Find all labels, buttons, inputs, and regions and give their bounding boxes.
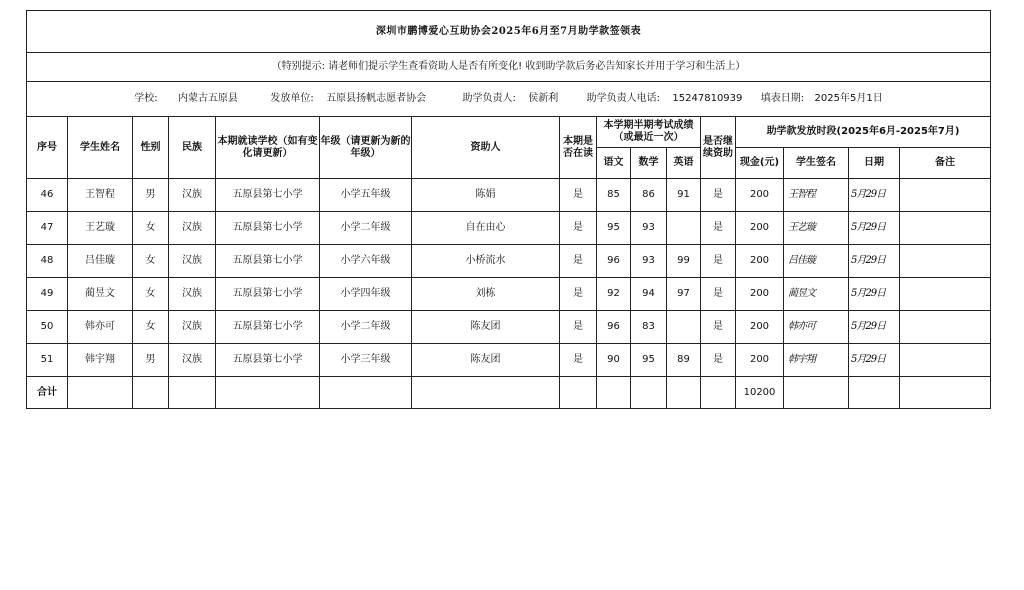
- cell-cash: 200: [736, 278, 784, 311]
- cell-english: [667, 212, 701, 245]
- cell-english: 97: [667, 278, 701, 311]
- total-empty: [68, 377, 133, 409]
- cell-grade: 小学六年级: [320, 245, 412, 278]
- header-signature: 学生签名: [784, 148, 849, 179]
- cell-continue: 是: [701, 212, 736, 245]
- total-empty: [631, 377, 667, 409]
- cell-school: 五原县第七小学: [216, 278, 320, 311]
- manager-label: 助学负责人:: [462, 93, 516, 104]
- date-value: 2025年5月1日: [814, 93, 883, 104]
- cell-remark: [900, 245, 991, 278]
- table-row: [27, 179, 991, 212]
- header-school: 本期就读学校（如有变化请更新）: [216, 117, 320, 179]
- handwritten-signature: 王艺璇: [784, 212, 849, 245]
- cell-school: 五原县第七小学: [216, 245, 320, 278]
- cell-math: 83: [631, 311, 667, 344]
- cell-grade: 小学三年级: [320, 344, 412, 377]
- cell-no: 46: [27, 179, 68, 212]
- total-empty: [216, 377, 320, 409]
- cell-chinese: 92: [597, 278, 631, 311]
- cell-school: 五原县第七小学: [216, 212, 320, 245]
- cell-cash: 200: [736, 212, 784, 245]
- cell-continue: 是: [701, 278, 736, 311]
- cell-chinese: 85: [597, 179, 631, 212]
- table-row: [27, 278, 991, 311]
- cell-english: 89: [667, 344, 701, 377]
- cell-no: 51: [27, 344, 68, 377]
- header-no: 序号: [27, 117, 68, 179]
- cell-no: 47: [27, 212, 68, 245]
- cell-english: [667, 311, 701, 344]
- cell-no: 48: [27, 245, 68, 278]
- manager-value: 侯新利: [528, 93, 559, 104]
- cell-ethnicity: 汉族: [169, 245, 216, 278]
- cell-name: 蔺昱文: [68, 278, 133, 311]
- cell-gender: 女: [133, 212, 169, 245]
- cell-remark: [900, 179, 991, 212]
- cell-math: 95: [631, 344, 667, 377]
- cell-ethnicity: 汉族: [169, 212, 216, 245]
- handwritten-date: 5月29日: [849, 344, 900, 377]
- cell-cash: 200: [736, 245, 784, 278]
- header-gender: 性别: [133, 117, 169, 179]
- cell-remark: [900, 311, 991, 344]
- handwritten-signature: 王智程: [784, 179, 849, 212]
- cell-gender: 男: [133, 179, 169, 212]
- header-english: 英语: [667, 148, 701, 179]
- total-cash: 10200: [736, 377, 784, 409]
- cell-grade: 小学二年级: [320, 311, 412, 344]
- cell-school: 五原县第七小学: [216, 311, 320, 344]
- cell-sponsor: 陈友团: [412, 311, 560, 344]
- total-empty: [412, 377, 560, 409]
- cell-sponsor: 自在由心: [412, 212, 560, 245]
- cell-sponsor: 刘栋: [412, 278, 560, 311]
- cell-remark: [900, 212, 991, 245]
- header-sponsor: 资助人: [412, 117, 560, 179]
- header-math: 数学: [631, 148, 667, 179]
- total-empty: [701, 377, 736, 409]
- handwritten-signature: 韩亦可: [784, 311, 849, 344]
- issuer-label: 发放单位:: [270, 93, 314, 104]
- cell-gender: 女: [133, 278, 169, 311]
- cell-chinese: 96: [597, 245, 631, 278]
- phone-label: 助学负责人电话:: [586, 93, 661, 104]
- school-value: 内蒙古五原县: [178, 93, 239, 104]
- cell-math: 93: [631, 212, 667, 245]
- phone-value: 15247810939: [672, 93, 743, 104]
- header-date: 日期: [849, 148, 900, 179]
- total-empty: [900, 377, 991, 409]
- date-label: 填表日期:: [760, 93, 805, 104]
- cell-name: 王艺璇: [68, 212, 133, 245]
- cell-cash: 200: [736, 311, 784, 344]
- total-empty: [169, 377, 216, 409]
- cell-enrolled: 是: [560, 245, 597, 278]
- total-label: 合计: [27, 377, 68, 409]
- cell-math: 86: [631, 179, 667, 212]
- total-empty: [597, 377, 631, 409]
- cell-continue: 是: [701, 179, 736, 212]
- cell-grade: 小学五年级: [320, 179, 412, 212]
- cell-math: 93: [631, 245, 667, 278]
- table-row: [27, 245, 991, 278]
- cell-cash: 200: [736, 344, 784, 377]
- cell-sponsor: 陈友团: [412, 344, 560, 377]
- cell-remark: [900, 344, 991, 377]
- cell-name: 王智程: [68, 179, 133, 212]
- cell-ethnicity: 汉族: [169, 278, 216, 311]
- cell-remark: [900, 278, 991, 311]
- cell-chinese: 96: [597, 311, 631, 344]
- signing-sheet: [26, 10, 990, 409]
- cell-name: 韩亦可: [68, 311, 133, 344]
- header-scores: 本学期半期考试成绩（或最近一次）: [597, 117, 701, 148]
- cell-grade: 小学四年级: [320, 278, 412, 311]
- total-empty: [133, 377, 169, 409]
- cell-english: 91: [667, 179, 701, 212]
- cell-enrolled: 是: [560, 212, 597, 245]
- handwritten-date: 5月29日: [849, 278, 900, 311]
- cell-enrolled: 是: [560, 344, 597, 377]
- header-continue: 是否继续资助: [701, 117, 736, 179]
- total-empty: [667, 377, 701, 409]
- cell-name: 吕佳璇: [68, 245, 133, 278]
- header-remark: 备注: [900, 148, 991, 179]
- total-empty: [849, 377, 900, 409]
- handwritten-date: 5月29日: [849, 311, 900, 344]
- table-row: [27, 311, 991, 344]
- cell-no: 49: [27, 278, 68, 311]
- header-ethnicity: 民族: [169, 117, 216, 179]
- handwritten-signature: 韩宇翔: [784, 344, 849, 377]
- header-enrolled: 本期是否在读: [560, 117, 597, 179]
- cell-name: 韩宇翔: [68, 344, 133, 377]
- handwritten-date: 5月29日: [849, 212, 900, 245]
- cell-ethnicity: 汉族: [169, 311, 216, 344]
- cell-no: 50: [27, 311, 68, 344]
- total-empty: [784, 377, 849, 409]
- cell-school: 五原县第七小学: [216, 179, 320, 212]
- cell-continue: 是: [701, 245, 736, 278]
- cell-math: 94: [631, 278, 667, 311]
- header-name: 学生姓名: [68, 117, 133, 179]
- notice-text: （特别提示: 请老师们提示学生查看资助人是否有所变化! 收到助学款后务必告知家长并用于学习和生活上）: [27, 53, 991, 82]
- header-grade: 年级（请更新为新的年级）: [320, 117, 412, 179]
- sheet-title: 深圳市鹏博爱心互助协会2025年6月至7月助学款签领表: [27, 11, 991, 53]
- handwritten-date: 5月29日: [849, 179, 900, 212]
- cell-sponsor: 小桥流水: [412, 245, 560, 278]
- subsidy-table: [26, 10, 991, 409]
- total-empty: [320, 377, 412, 409]
- cell-cash: 200: [736, 179, 784, 212]
- cell-ethnicity: 汉族: [169, 179, 216, 212]
- table-row: [27, 344, 991, 377]
- cell-enrolled: 是: [560, 179, 597, 212]
- cell-school: 五原县第七小学: [216, 344, 320, 377]
- cell-chinese: 95: [597, 212, 631, 245]
- cell-gender: 女: [133, 245, 169, 278]
- cell-enrolled: 是: [560, 278, 597, 311]
- table-row: [27, 212, 991, 245]
- handwritten-signature: 蔺昱文: [784, 278, 849, 311]
- info-bar: [27, 82, 991, 117]
- cell-sponsor: 陈娟: [412, 179, 560, 212]
- handwritten-date: 5月29日: [849, 245, 900, 278]
- cell-enrolled: 是: [560, 311, 597, 344]
- header-cash: 现金(元): [736, 148, 784, 179]
- handwritten-signature: 吕佳璇: [784, 245, 849, 278]
- total-empty: [560, 377, 597, 409]
- issuer-value: 五原县扬帆志愿者协会: [326, 93, 427, 104]
- cell-gender: 男: [133, 344, 169, 377]
- cell-gender: 女: [133, 311, 169, 344]
- cell-continue: 是: [701, 311, 736, 344]
- cell-continue: 是: [701, 344, 736, 377]
- total-row: [27, 377, 991, 409]
- header-chinese: 语文: [597, 148, 631, 179]
- cell-ethnicity: 汉族: [169, 344, 216, 377]
- header-period: 助学款发放时段(2025年6月-2025年7月): [736, 117, 991, 148]
- cell-english: 99: [667, 245, 701, 278]
- cell-chinese: 90: [597, 344, 631, 377]
- school-label: 学校:: [134, 93, 158, 104]
- cell-grade: 小学二年级: [320, 212, 412, 245]
